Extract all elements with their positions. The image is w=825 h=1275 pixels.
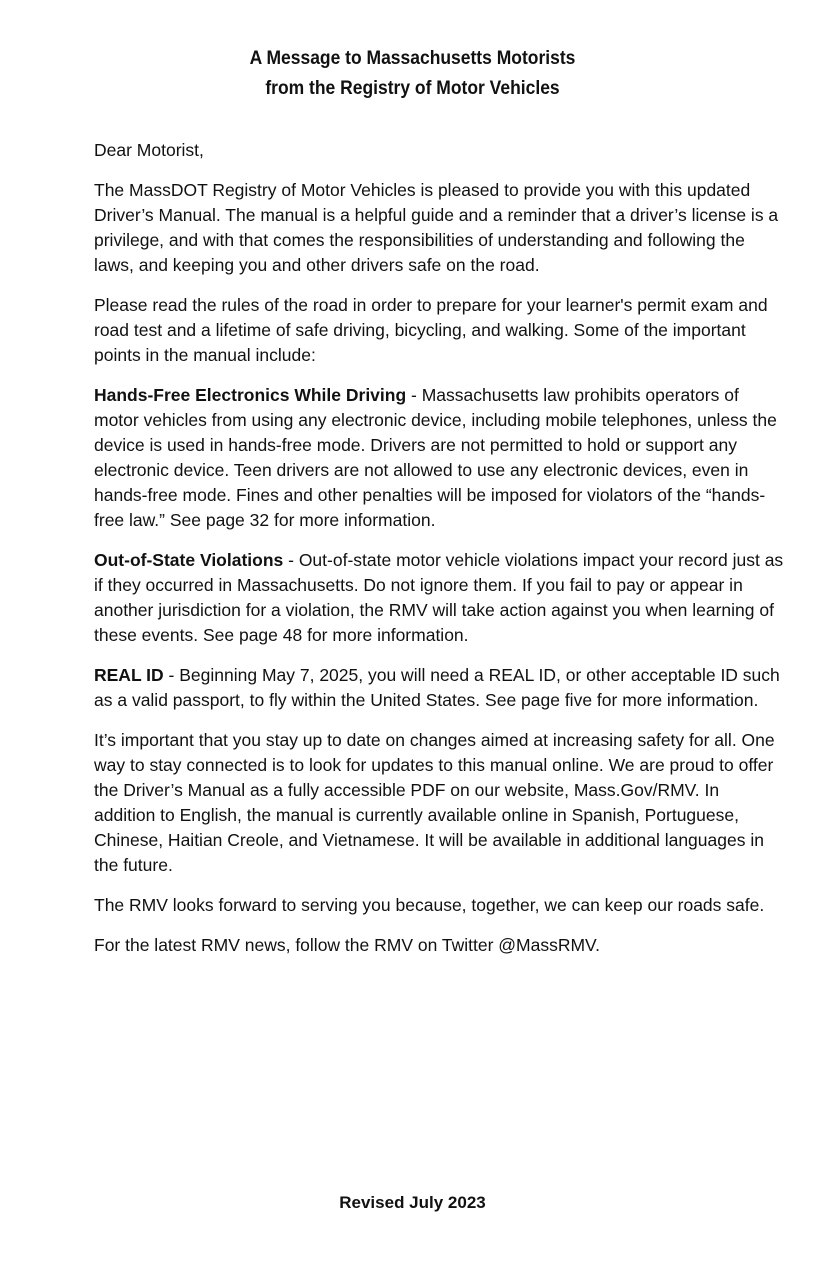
point-heading: Hands-Free Electronics While Driving bbox=[94, 385, 407, 405]
point-text: - Beginning May 7, 2025, you will need a REAL ID, or other acceptable ID such as a valid passport, to fly within the United States. See page five for more information. bbox=[94, 665, 780, 710]
intro-paragraph: The MassDOT Registry of Motor Vehicles is pleased to provide you with this updated Driver’s Manual. The manual is a helpful guide and a reminder that a driver’s license is a privilege, and with that comes the responsibilities of understanding and following the laws, and keeping you and other drivers safe on the road. bbox=[94, 180, 779, 275]
point-heading: Out-of-State Violations bbox=[94, 550, 284, 570]
twitter-paragraph: For the latest RMV news, follow the RMV on Twitter @MassRMV. bbox=[94, 935, 600, 955]
closing-paragraph: The RMV looks forward to serving you because, together, we can keep our roads safe. bbox=[94, 895, 765, 915]
point-heading: REAL ID bbox=[94, 665, 164, 685]
point-text: - Out-of-state motor vehicle violations impact your record just as if they occurred in Massachusetts. Do not ignore them. If you fail to pay or appear in another jurisdiction for a violation, the RMV will take action against you when learning of these events. See page 48 for more information. bbox=[94, 550, 784, 645]
salutation: Dear Motorist, bbox=[94, 140, 204, 160]
stay-updated-paragraph: It’s important that you stay up to date on changes aimed at increasing safety for all. One way to stay connected is to look for updates to this manual online. We are proud to offer the Driver’s Manual as a fully accessible PDF on our website, Mass.Gov/RMV. In addition to English, the manual is currently available online in Spanish, Portuguese, Chinese, Haitian Creole, and Vietnamese. It will be available in additional languages in the future. bbox=[94, 730, 775, 875]
title-line-1: A Message to Massachusetts Motorists bbox=[249, 48, 576, 69]
page-title bbox=[33, 44, 792, 104]
point-out-of-state bbox=[94, 548, 784, 648]
title-line-2: from the Registry of Motor Vehicles bbox=[265, 78, 560, 99]
letter-body bbox=[94, 138, 784, 973]
point-real-id bbox=[94, 663, 784, 713]
revision-date: Revised July 2023 bbox=[339, 1193, 486, 1212]
read-rules-paragraph: Please read the rules of the road in order to prepare for your learner's permit exam and road test and a lifetime of safe driving, bicycling, and walking. Some of the important points in the manual include: bbox=[94, 295, 768, 365]
point-hands-free bbox=[94, 383, 784, 533]
point-text: - Massachusetts law prohibits operators of motor vehicles from using any electronic device, including mobile telephones, unless the device is used in hands-free mode. Drivers are not permitted to hold or support any electronic device. Teen drivers are not allowed to use any electronic devices, even in hands-free mode. Fines and other penalties will be imposed for violators of the “hands-free law.” See page 32 for more information. bbox=[94, 385, 777, 530]
